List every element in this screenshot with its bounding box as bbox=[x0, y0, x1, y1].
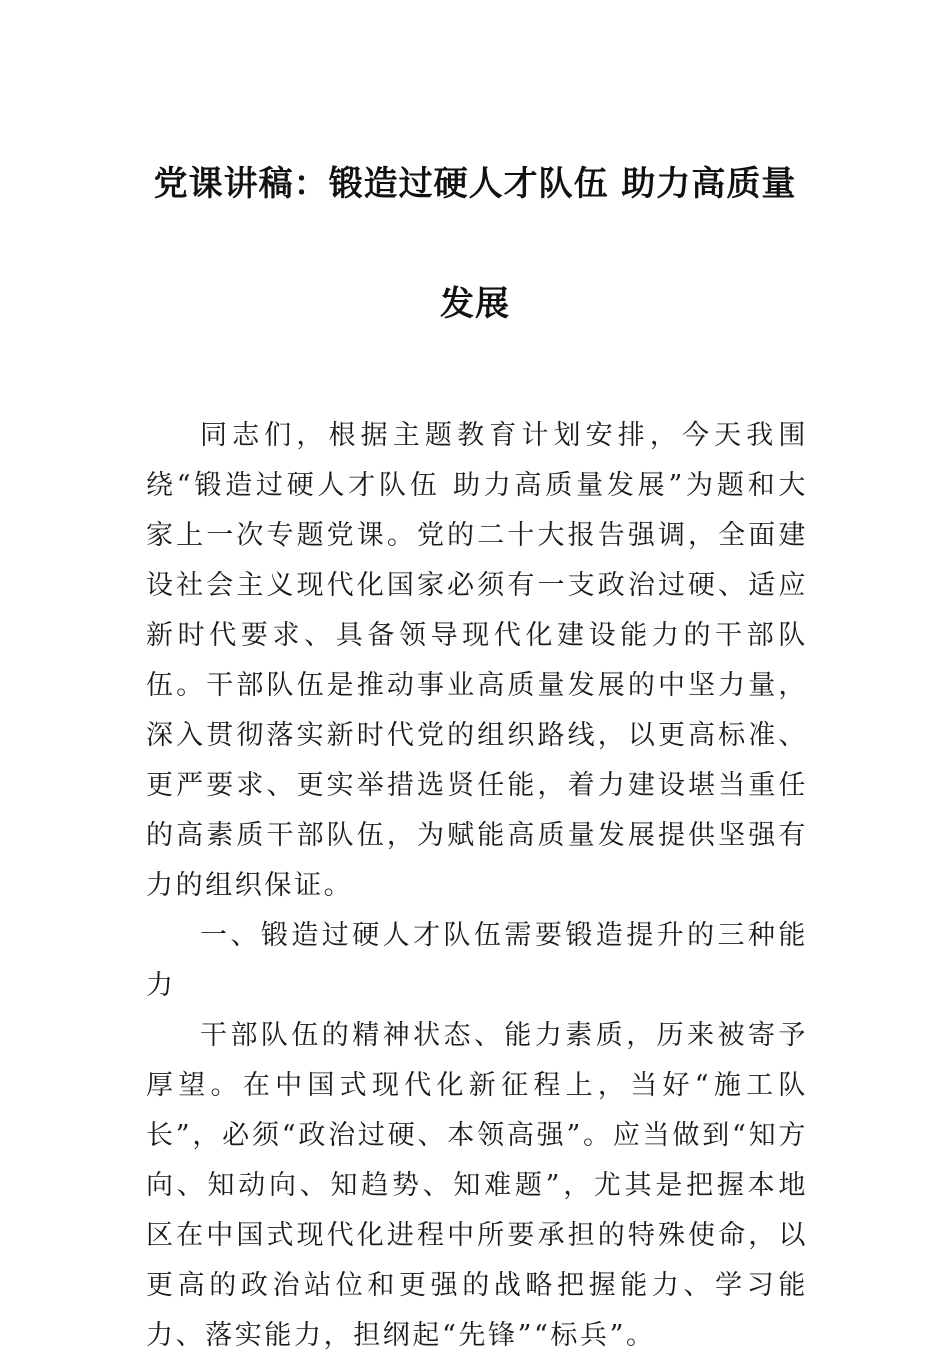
document-title-line-1: 党课讲稿：锻造过硬人才队伍 助力高质量 bbox=[153, 164, 797, 204]
document-body bbox=[146, 411, 808, 1361]
document-title-line-2: 发展 bbox=[440, 284, 510, 324]
body-paragraph: 干部队伍的精神状态、能力素质，历来被寄予厚望。在中国式现代化新征程上，当好“施工队长”，必须“政治过硬、本领高强”。应当做到“知方向、知动向、知趋势、知难题”，尤其是把握本地区在中国式现代化进程中所要承担的特殊使命，以更高的政治站位和更强的战略把握能力、学习能力、落实能力，担纲起“先锋”“标兵”。 bbox=[146, 1020, 808, 1351]
section-heading: 一、锻造过硬人才队伍需要锻造提升的三种能力 bbox=[146, 920, 808, 1001]
intro-paragraph: 同志们，根据主题教育计划安排，今天我围绕“锻造过硬人才队伍 助力高质量发展”为题和大家上一次专题党课。党的二十大报告强调，全面建设社会主义现代化国家必须有一支政治过硬、适应新时代要求、具备领导现代化建设能力的干部队伍。干部队伍是推动事业高质量发展的中坚力量，深入贯彻落实新时代党的组织路线，以更高标准、更严要求、更实举措选贤任能，着力建设堪当重任的高素质干部队伍，为赋能高质量发展提供坚强有力的组织保证。 bbox=[146, 420, 808, 901]
